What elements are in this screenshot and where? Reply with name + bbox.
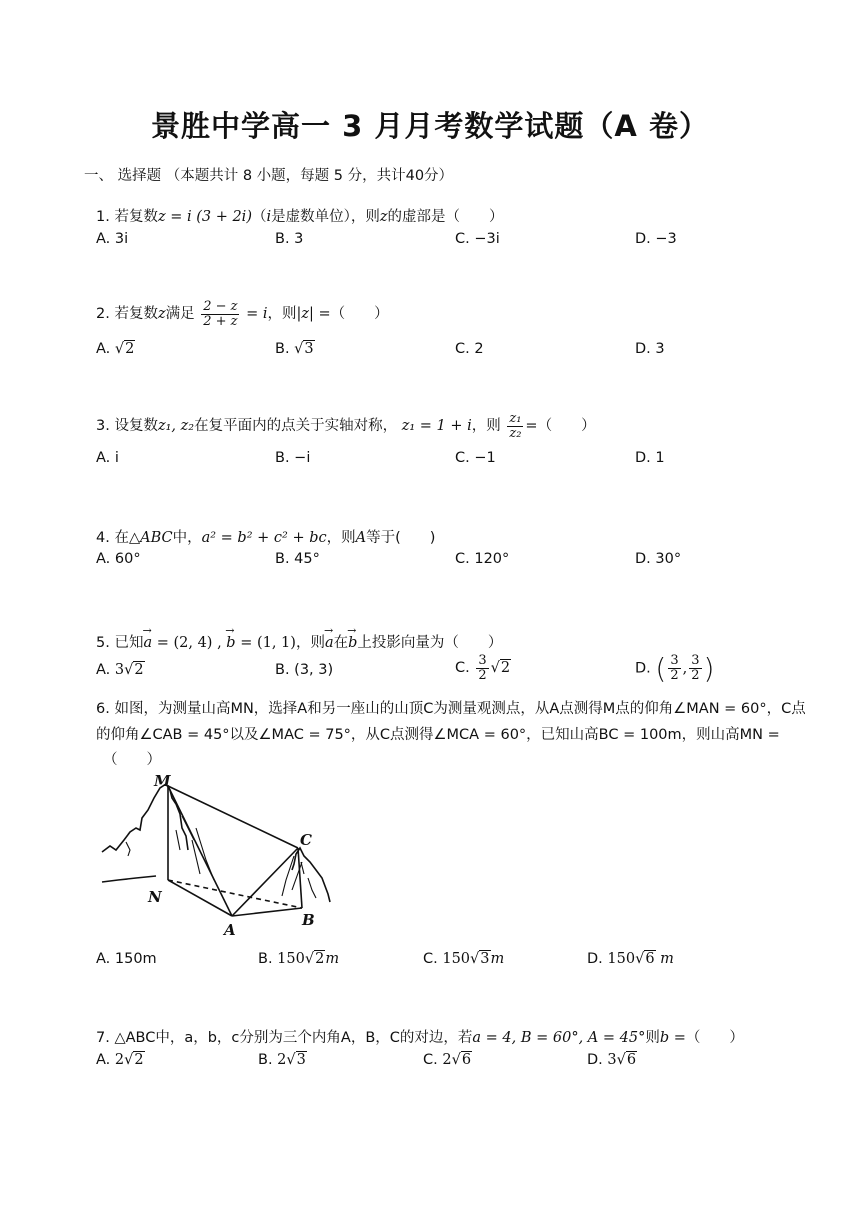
- q4-option-b: B. 45°: [275, 551, 320, 567]
- q5-option-d: D. ( $\frac{3}{2}$ , $\frac{3}{2}$ ): [635, 652, 715, 685]
- q7-option-d: D. 3√6: [587, 1052, 637, 1068]
- q2-option-b: B. √3: [275, 341, 314, 357]
- q5-option-c: C. $\frac{3}{2}$ √2: [455, 653, 511, 683]
- section-heading: 一、 选择题 （本题共计 8 小题，每题 5 分，共计40分）: [84, 168, 454, 184]
- label-a: A: [224, 921, 236, 939]
- left-mountain-hatching: [126, 816, 194, 856]
- question-5: 5. 已知→ a = (2, 4) , → b = (1, 1)，则→ a在→ b上投影向量为（ ）: [96, 631, 502, 652]
- q6-option-a: A. 150m: [96, 951, 157, 967]
- q4-option-d: D. 30°: [635, 551, 682, 567]
- q5-option-b: B. (3, 3): [275, 662, 334, 678]
- q3-fraction: $\frac{\text{z₁}}{\text{z₂}}$: [509, 411, 522, 441]
- mountain-figure: [96, 770, 336, 940]
- question-6-line-1: 6. 如图，为测量山高MN，选择A和另一座山的山顶C为测量观测点，从A点测得M点的仰角∠MAN = 60°，C点: [96, 701, 806, 717]
- q4-option-a: A. 60°: [96, 551, 141, 567]
- q3-option-d: D. 1: [635, 450, 665, 466]
- line-ma: [168, 786, 232, 916]
- question-6-line-3: （ ）: [103, 752, 161, 768]
- left-mountain-outline: [102, 784, 188, 852]
- q1-option-d: D. −3: [635, 231, 677, 247]
- line-ab: [232, 908, 302, 916]
- left-ground-line: [102, 876, 156, 882]
- page-title: 景胜中学高一 3 月月考数学试题（A 卷）: [151, 109, 709, 143]
- q3-option-a: A. i: [96, 450, 119, 466]
- question-1: 1. 若复数z = i (3 + 2i)（i是虚数单位），则z的虚部是（ ）: [96, 209, 504, 225]
- line-ca: [232, 848, 298, 916]
- q1-option-b: B. 3: [275, 231, 304, 247]
- q6-option-d: D. 150√6 m: [587, 951, 674, 967]
- q7-option-b: B. 2√3: [258, 1052, 306, 1068]
- q3-option-b: B. −i: [275, 450, 311, 466]
- label-n: N: [148, 888, 162, 906]
- question-4: 4. 在△ABC中，a² = b² + c² + bc，则A等于( ): [96, 530, 436, 546]
- question-2: 2. 若复数z满足 $\frac{2 - z}{2 + z}$ = i，则|z| =（ ）: [96, 299, 389, 329]
- question-6-line-2: 的仰角∠CAB = 45°以及∠MAC = 75°，从C点测得∠MCA = 60°，已知山高BC = 100m，则山高MN =: [96, 727, 780, 743]
- label-m: M: [154, 772, 171, 790]
- q7-option-c: C. 2√6: [423, 1052, 472, 1068]
- line-mc: [168, 786, 298, 848]
- question-3: 3. 设复数z₁, z₂在复平面内的点关于实轴对称， z₁ = 1 + i，则 $\frac{\text{z₁}}{\text{z₂}}$ =（ ）: [96, 411, 596, 441]
- line-cb: [298, 848, 302, 908]
- q2-option-d: D. 3: [635, 341, 665, 357]
- line-nb-dashed: [168, 880, 302, 908]
- q5-option-a: A. 3√2: [96, 662, 144, 678]
- q6-option-b: B. 150√2m: [258, 951, 340, 967]
- q7-option-a: A. 2√2: [96, 1052, 144, 1068]
- q2-fraction: $\frac{2 - z}{2 + z}$: [203, 299, 238, 329]
- question-7: 7. △ABC中，a，b，c分别为三个内角A，B，C的对边，若a = 4, B = 60°, A = 45°则b =（ ）: [96, 1030, 744, 1046]
- label-b: B: [302, 911, 315, 929]
- q1-option-a: A. 3i: [96, 231, 129, 247]
- mountain-detail: [192, 828, 214, 880]
- q6-option-c: C. 150√3m: [423, 951, 505, 967]
- q2-option-c: C. 2: [455, 341, 484, 357]
- q1-option-c: C. −3i: [455, 231, 500, 247]
- q3-option-c: C. −1: [455, 450, 496, 466]
- label-c: C: [300, 831, 312, 849]
- q2-option-a: A. √2: [96, 341, 135, 357]
- q4-option-c: C. 120°: [455, 551, 510, 567]
